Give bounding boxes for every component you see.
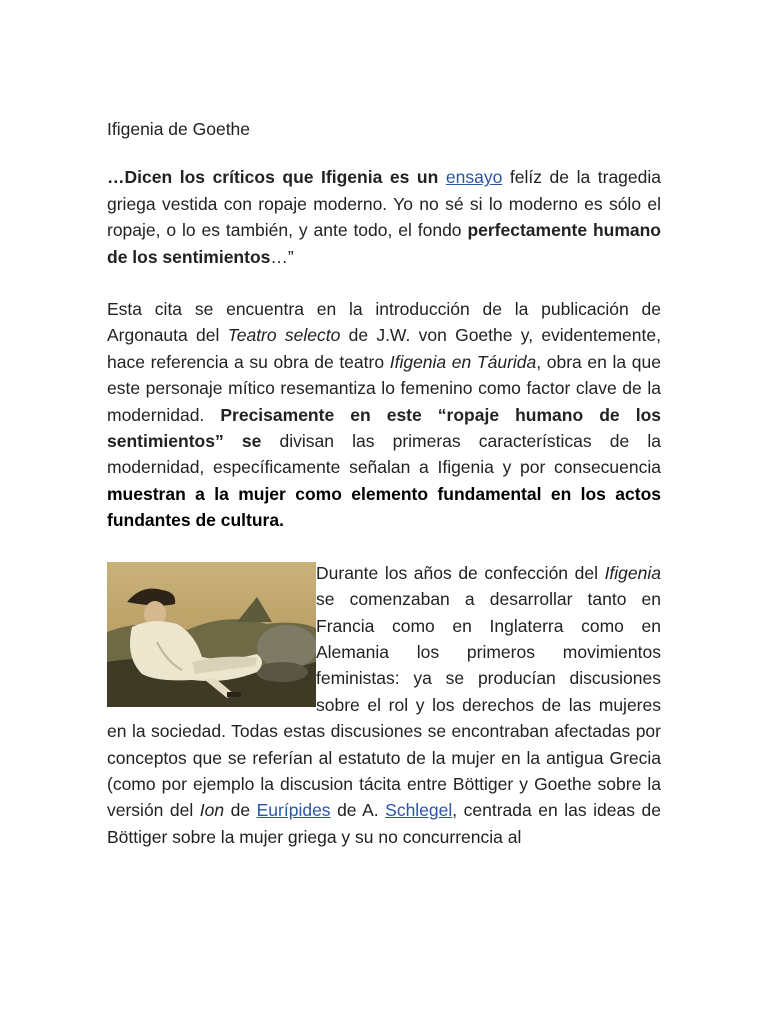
painting-goethe-in-campagna-icon: [107, 562, 316, 707]
euripides-link[interactable]: Eurípides: [256, 800, 331, 821]
document-content: [107, 116, 661, 850]
p3-text-2: se comenzaban a desarrollar tanto en Francia como en Inglaterra como en Alemania los primeros movimientos feministas: ya se producían discusiones sobre el rol y los derechos de las mujeres en la sociedad. Todas estas discusiones se encontraban afectadas por conceptos que se referían al estatuto de la mujer en la antigua Grecia (como por ejemplo la discusion tácita entre Böttiger y Goethe sobre la versión del: [107, 589, 661, 821]
p2-italic-2: Ifigenia en Táurida: [389, 351, 537, 372]
p3-italic-2: Ion: [199, 800, 225, 821]
goethe-painting: [107, 562, 316, 707]
p3-text-1: Durante los años de confección del: [316, 562, 598, 583]
context-paragraph: [107, 296, 661, 534]
quote-end: …”: [270, 246, 294, 267]
p2-bold-2: muestran a la mujer como elemento fundamental en los actos fundantes de cultura.: [107, 483, 661, 531]
quote-intro: …Dicen los críticos que Ifigenia es un: [107, 167, 439, 188]
p3-text-4: de A.: [337, 800, 379, 821]
p3-italic-1: Ifigenia: [604, 562, 661, 583]
p3-text-5: , centrada en las ideas de Böttiger sobre la mujer griega y su no concurrencia al: [107, 800, 661, 847]
p2-text-2: de J.W. von Goethe y, evidentemente, hace referencia a su obra de teatro: [107, 325, 661, 372]
p2-text-1: Esta cita se encuentra en la introducción de la publicación de Argonauta del: [107, 299, 661, 346]
quote-paragraph: [107, 164, 661, 270]
page-title: [107, 116, 661, 142]
title-text: Ifigenia de Goethe: [107, 119, 251, 139]
quote-bold: perfectamente humano de los sentimientos: [107, 220, 661, 267]
ensayo-link[interactable]: ensayo: [445, 167, 503, 188]
p2-italic-1: Teatro selecto: [227, 325, 341, 346]
p2-text-3: , obra en la que este personaje mítico resemantiza lo femenino como factor clave de la modernidad.: [107, 351, 661, 425]
p2-text-4: divisan las primeras características de la modernidad, específicamente señalan a Ifigenia y por consecuencia: [107, 431, 661, 478]
p3-text-3: de: [230, 800, 251, 821]
quote-body: felíz de la tragedia griega vestida con ropaje moderno. Yo no sé si lo moderno es sólo el ropaje, o lo es también, y ante todo, el fondo: [107, 167, 662, 241]
p2-bold-1: Precisamente en este “ropaje humano de los sentimientos” se: [107, 404, 661, 452]
schlegel-link[interactable]: Schlegel: [385, 800, 453, 821]
